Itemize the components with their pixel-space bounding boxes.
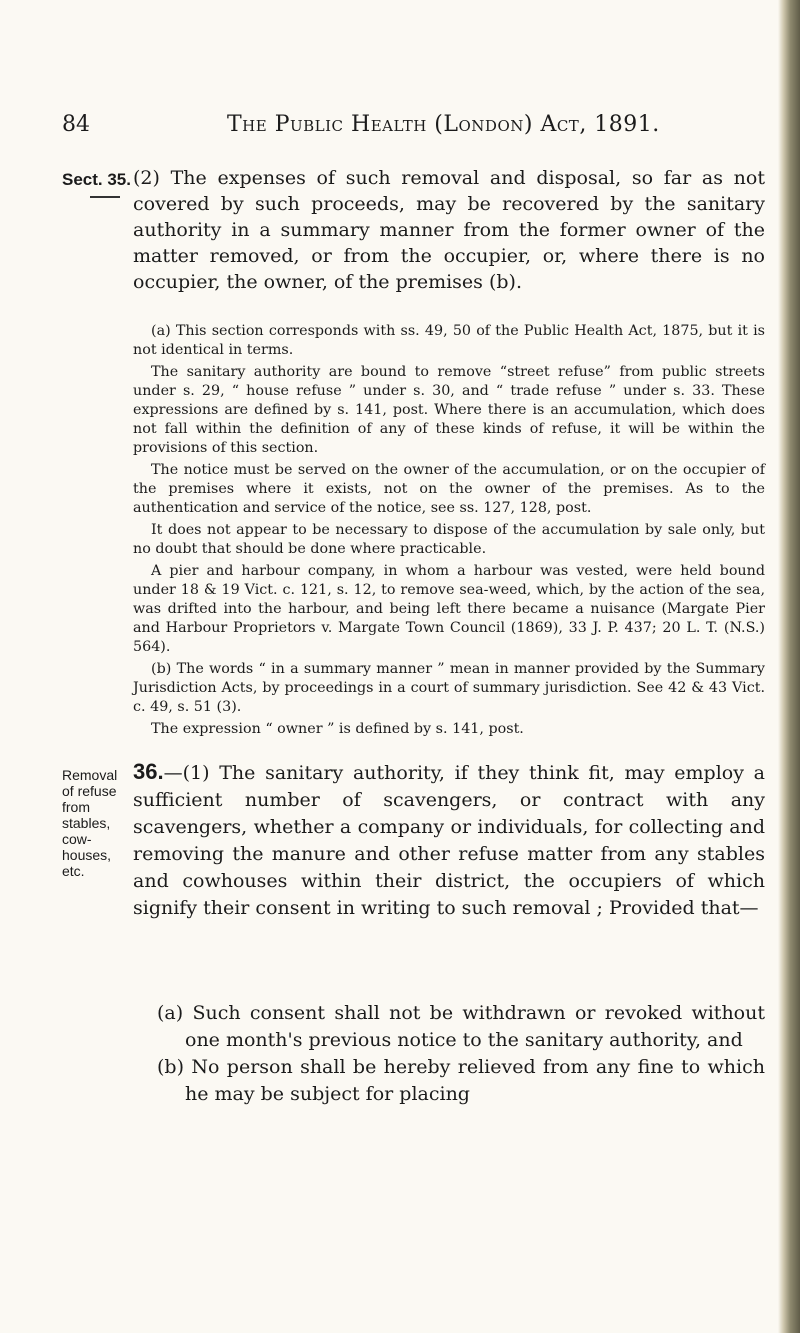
- proviso-a: (a) Such consent shall not be withdrawn or revoked without one month's previous notice to the sanitary authority, and: [157, 1002, 765, 1051]
- section-36-number: 36.: [133, 759, 164, 784]
- section-36-paragraph: [133, 758, 765, 922]
- note-owner: The expression “ owner ” is defined by s. 141, post.: [151, 721, 524, 737]
- page-number: 84: [62, 112, 90, 137]
- margin-note: Removal of refuse from stables, cow-houses, etc.: [62, 767, 118, 879]
- section-label: Sect. 35.: [62, 170, 131, 189]
- note-service: The notice must be served on the owner of the accumulation, or on the occupier of the premises where it exists, not on the owner of the premises. As to the authentication and service of the notice, see ss. 127, 128, post.: [133, 462, 765, 516]
- note-b: (b) The words “ in a summary manner ” mean in manner provided by the Summary Jurisdiction Acts, by proceedings in a court of summary jurisdiction. See 42 & 43 Vict. c. 49, s. 51 (3).: [133, 661, 765, 715]
- note-case-law: A pier and harbour company, in whom a harbour was vested, were held bound under 18 & 19 Vict. c. 121, s. 12, to remove sea-weed, which, by the action of the sea, was drifted into the harbour, and being left there became a nuisance (Margate Pier and Harbour Proprietors v. Margate Town Council (1869), 33 J. P. 437; 20 L. T. (N.S.) 564).: [133, 563, 765, 655]
- page-edge-shadow: [778, 0, 800, 1333]
- section-label-rule: [90, 196, 120, 198]
- page-header: [62, 112, 762, 152]
- provisos: [157, 1000, 765, 1108]
- note-refuse-definitions: The sanitary authority are bound to remove “street refuse” from public streets under s. 29, “ house refuse ” under s. 30, and “ trade refuse ” under s. 33. These expressions are defined by s. 141, post. Where there is an accumulation, which does not fall within the definition of any of these kinds of refuse, it will be within the provisions of this section.: [133, 364, 765, 456]
- note-a: (a) This section corresponds with ss. 49, 50 of the Public Health Act, 1875, but it is not identical in terms.: [133, 323, 765, 358]
- section-36-text: —(1) The sanitary authority, if they think fit, may employ a sufficient number of scavengers, or contract with any scavengers, whether a company or individuals, for collecting and removing the manure and other refuse matter from any stables and cowhouses within their district, the occupiers of which signify their consent in writing to such removal ; Provided that—: [133, 762, 765, 919]
- proviso-b: (b) No person shall be hereby relieved from any fine to which he may be subject for placing: [157, 1056, 765, 1105]
- running-title: The Public Health (London) Act, 1891.: [227, 112, 660, 137]
- note-sale: It does not appear to be necessary to dispose of the accumulation by sale only, but no doubt that should be done where practicable.: [133, 522, 765, 557]
- footnotes: [133, 322, 765, 742]
- section-35-paragraph-2: (2) The expenses of such removal and disposal, so far as not covered by such proceeds, may be recovered by the sanitary authority in a summary manner from the former owner of the matter removed, or from the occupier, or, where there is no occupier, the owner, of the premises (b).: [133, 167, 765, 293]
